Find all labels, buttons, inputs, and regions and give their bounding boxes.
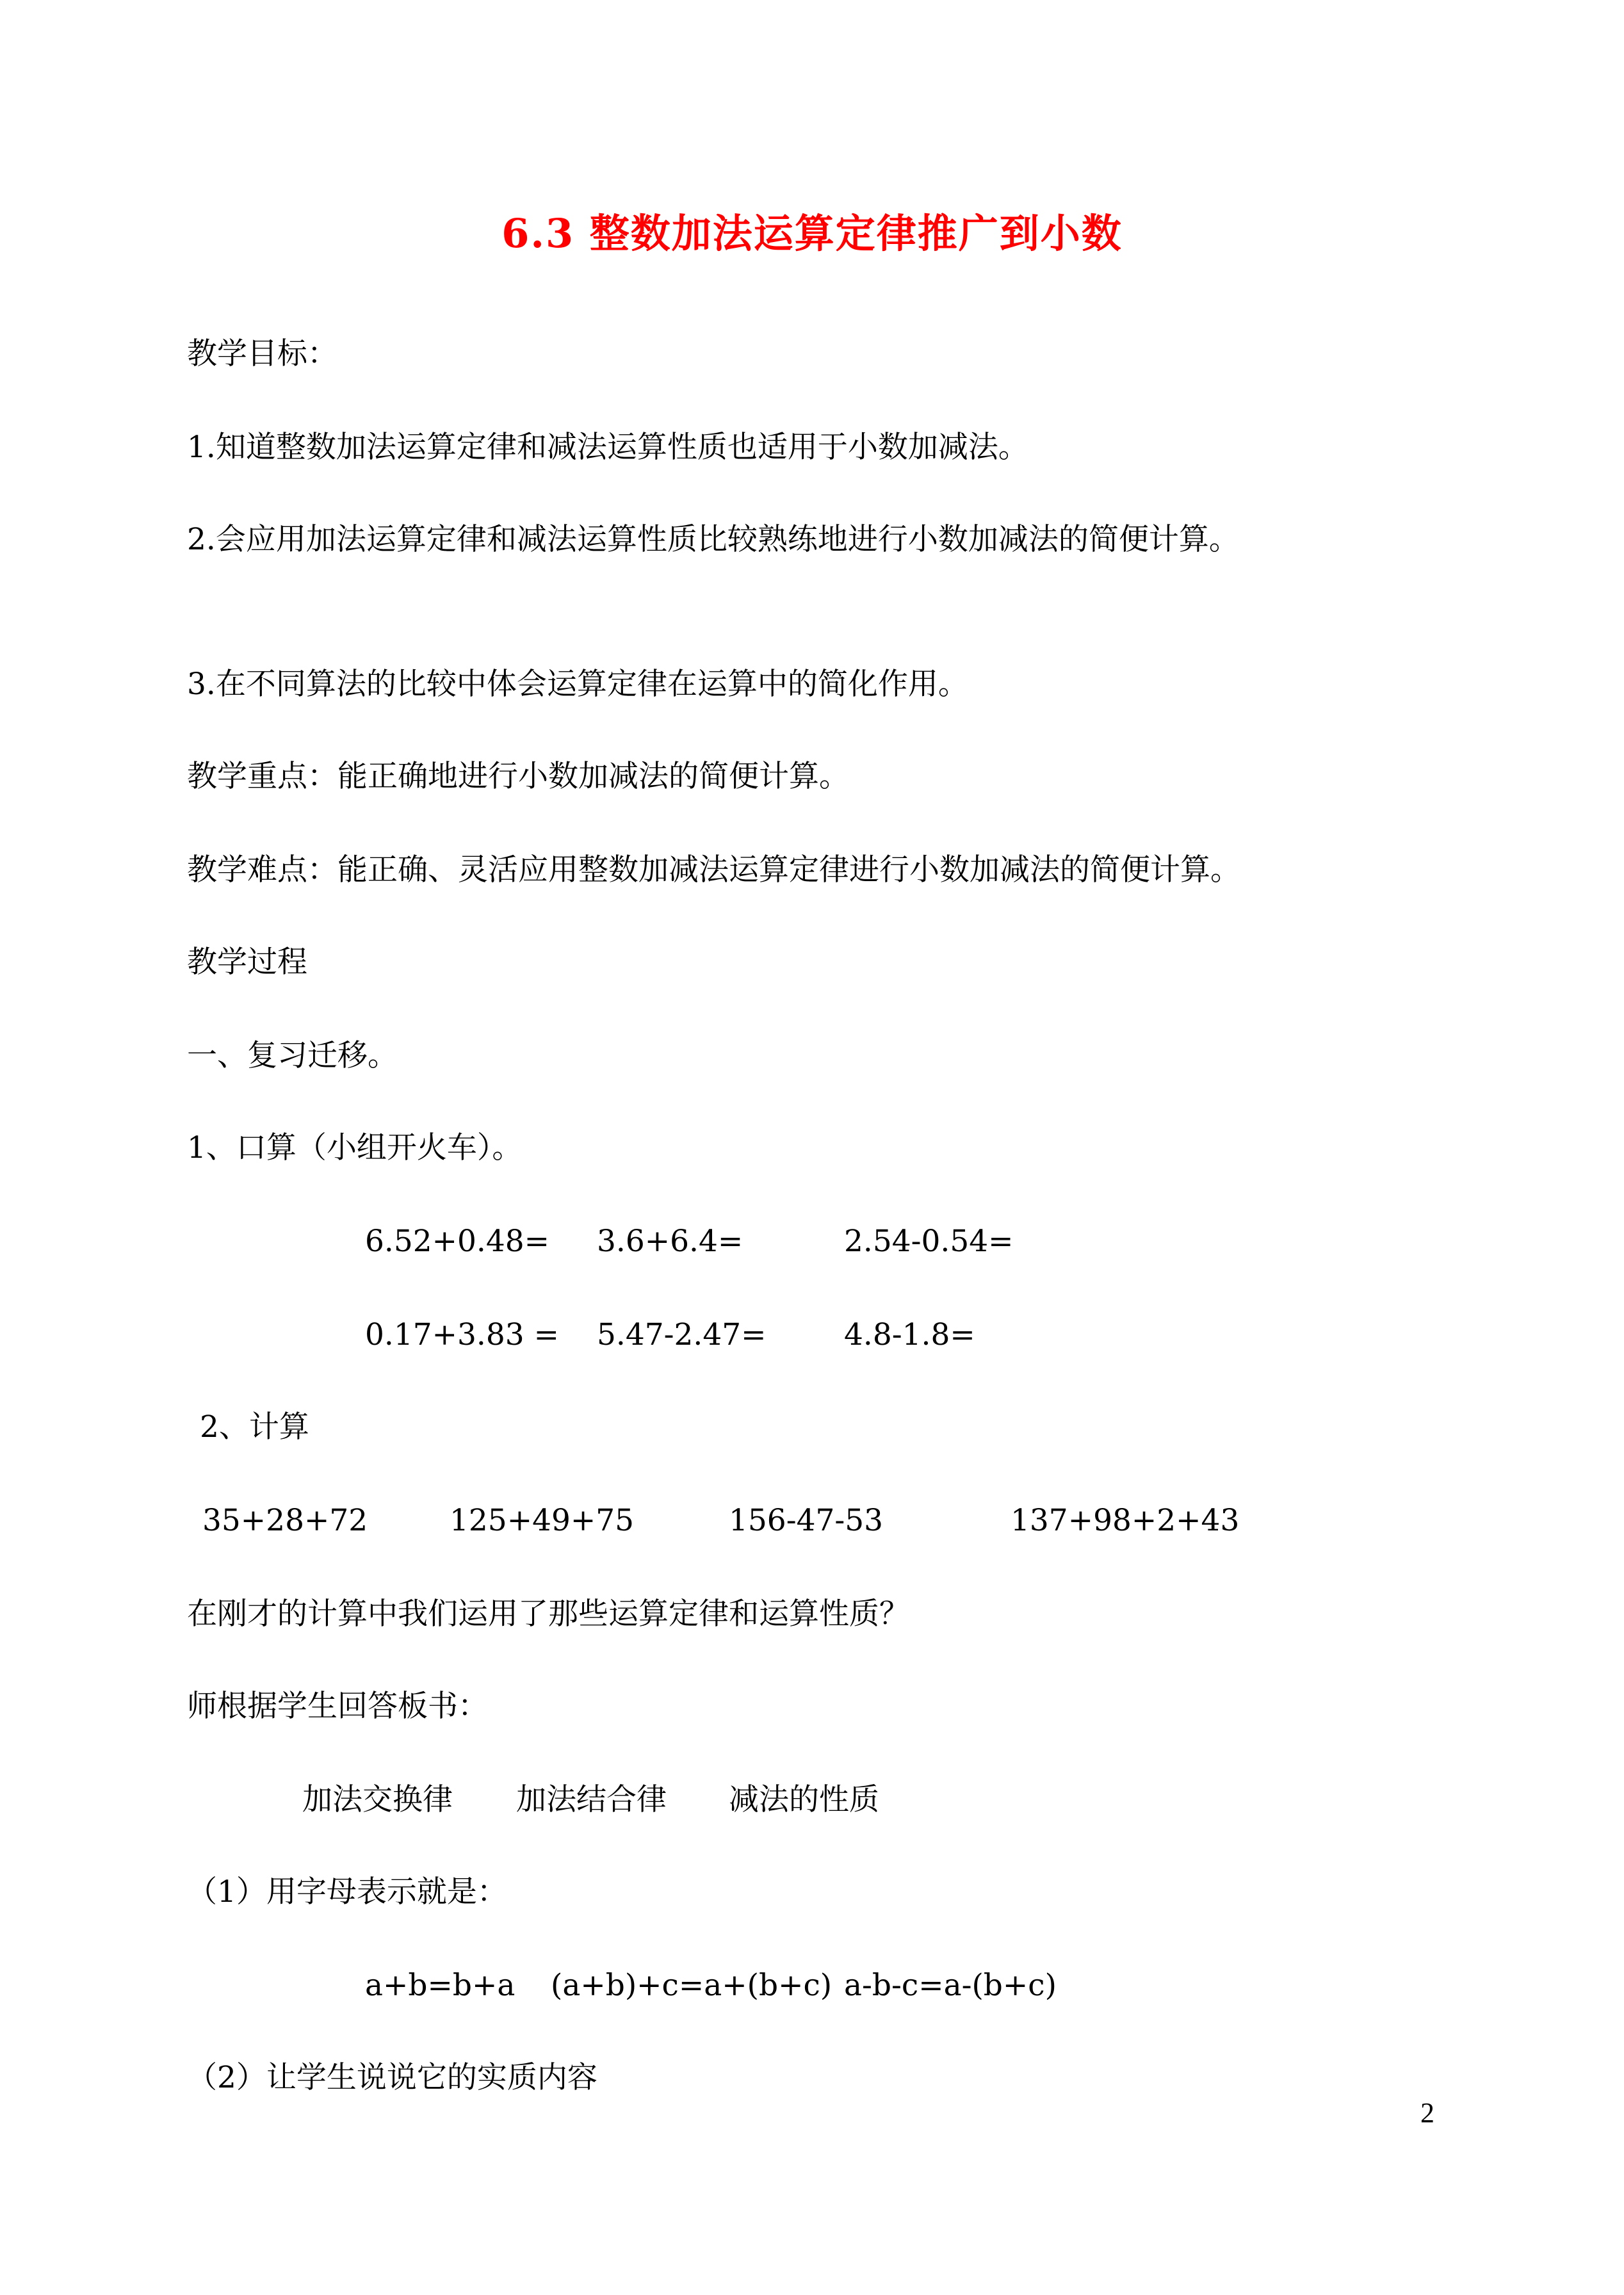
objectives-heading: 教学目标： [187,336,337,371]
calc-item: 156-47-53 [729,1503,884,1538]
oral-item: 5.47-2.47= [597,1317,767,1352]
section-review: 一、复习迁移。 [187,1038,398,1073]
oral-item: 4.8-1.8= [844,1317,975,1352]
formula-item: a-b-c=a-(b+c) [844,1968,1057,2003]
law-item: 减法的性质 [729,1782,879,1817]
calc-item: 125+49+75 [450,1503,635,1538]
page-title: 6.3 整数加法运算定律推广到小数 [501,210,1123,257]
calc-heading: 2、计算 [200,1409,309,1445]
calc-item: 35+28+72 [202,1503,368,1538]
formula-item: (a+b)+c=a+(b+c) [551,1968,832,2003]
key-point: 教学重点：能正确地进行小数加减法的简便计算。 [187,759,849,794]
oral-item: 0.17+3.83 = [365,1317,559,1352]
board-intro: 师根据学生回答板书： [187,1689,488,1724]
law-item: 加法结合律 [516,1782,667,1817]
law-item: 加法交换律 [302,1782,453,1817]
oral-item: 3.6+6.4= [597,1224,743,1259]
calc-item: 137+98+2+43 [1011,1503,1240,1538]
process-heading: 教学过程 [187,945,307,980]
oral-item: 2.54-0.54= [844,1224,1014,1259]
essence-text: （2）让学生说说它的实质内容 [187,2060,597,2095]
oral-heading: 1、口算（小组开火车）。 [187,1130,523,1165]
oral-item: 6.52+0.48= [365,1224,550,1259]
question-text: 在刚才的计算中我们运用了那些运算定律和运算性质？ [187,1596,909,1632]
objective-item-2: 2.会应用加法运算定律和减法运算性质比较熟练地进行小数加减法的简便计算。 [187,522,1239,557]
formula-item: a+b=b+a [365,1968,516,2003]
page-number: 2 [1420,2097,1434,2129]
objective-item-1: 1.知道整数加法运算定律和减法运算性质也适用于小数加减法。 [187,430,1028,465]
letters-heading: （1）用字母表示就是： [187,1874,507,1910]
difficult-point: 教学难点：能正确、灵活应用整数加减法运算定律进行小数加减法的简便计算。 [187,852,1240,888]
objective-item-3: 3.在不同算法的比较中体会运算定律在运算中的简化作用。 [187,667,968,702]
